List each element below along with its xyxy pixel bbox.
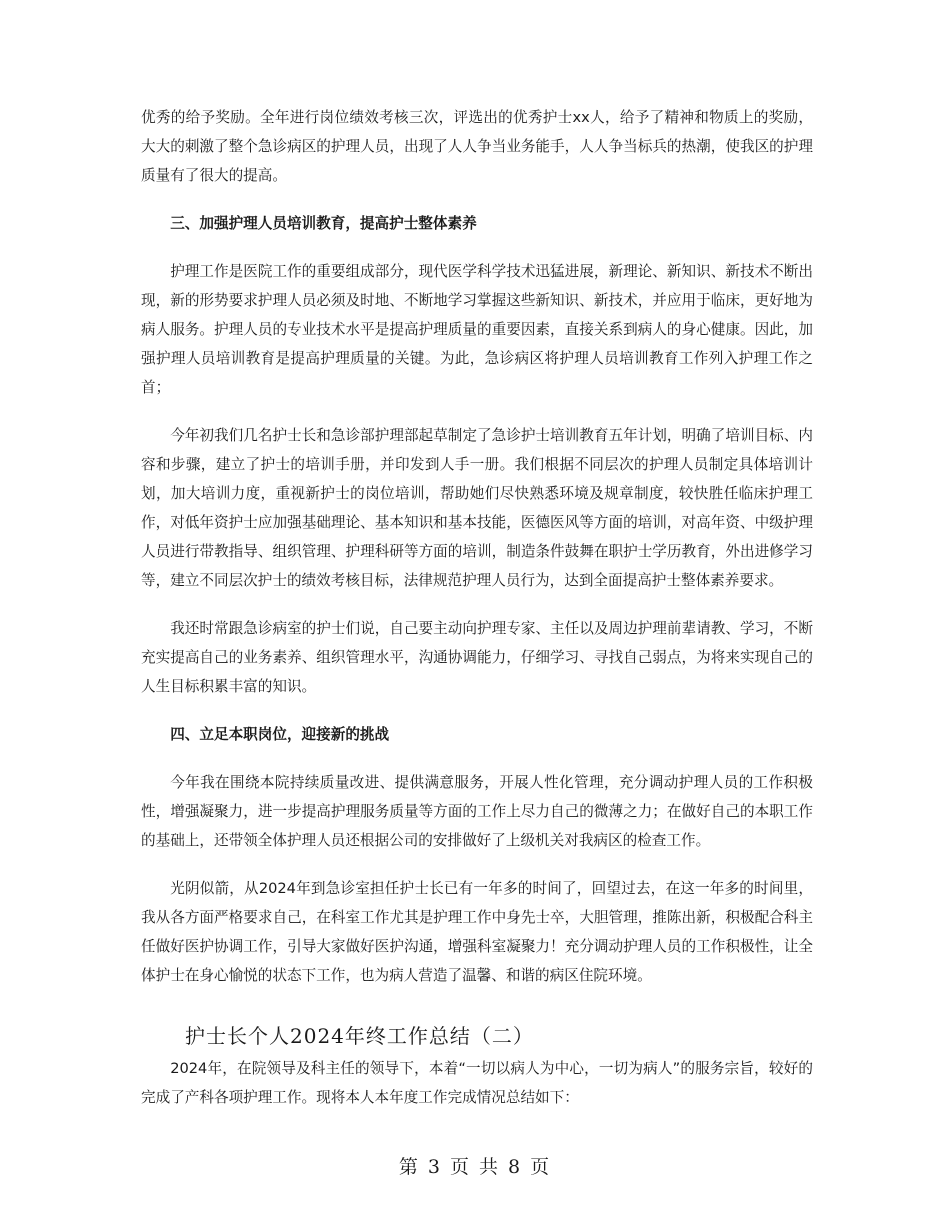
- intro-paragraph: 2024年，在院领导及科主任的领导下，本着“一切以病人为中心，一切为病人”的服务宗旨，较好的完成了产科各项护理工作。现将本人本年度工作完成情况总结如下：: [141, 1060, 813, 1106]
- paragraph-5: 今年我在围绕本院持续质量改进、提供满意服务，开展人性化管理，充分调动护理人员的工作积极性，增强凝聚力，进一步提高护理服务质量等方面的工作上尽力自己的微薄之力；在做好自己的本职工作的基础上，还带领全体护理人员还根据公司的安排做好了上级机关对我病区的检查工作。: [141, 774, 813, 849]
- paragraph-4: 我还时常跟急诊病室的护士们说，自己要主动向护理专家、主任以及周边护理前辈请教、学习，不断充实提高自己的业务素养、组织管理水平，沟通协调能力，仔细学习、寻找自己弱点，为将来实现自己的人生目标积累丰富的知识。: [141, 620, 813, 695]
- intro-block: [141, 1054, 813, 1112]
- page-footer: 第 3 页 共 8 页: [398, 1156, 552, 1178]
- paragraph-2: 护理工作是医院工作的重要组成部分，现代医学科学技术迅猛进展，新理论、新知识、新技术不断出现，新的形势要求护理人员必须及时地、不断地学习掌握这些新知识、新技术，并应用于临床，更好地为病人服务。护理人员的专业技术水平是提高护理质量的重要因素，直接关系到病人的身心健康。因此，加强护理人员培训教育是提高护理质量的关键。为此，急诊病区将护理人员培训教育工作列入护理工作之首；: [141, 263, 813, 396]
- heading-section-4: 四、立足本职岗位，迎接新的挑战: [170, 726, 390, 743]
- paragraph-6: 光阴似箭，从2024年到急诊室担任护士长已有一年多的时间了，回望过去，在这一年多的时间里，我从各方面严格要求自己，在科室工作尤其是护理工作中身先士卒，大胆管理，推陈出新，积极配合科主任做好医护协调工作，引导大家做好医护沟通，增强科室凝聚力！充分调动护理人员的工作积极性，让全体护士在身心愉悦的状态下工作，也为病人营造了温馨、和谐的病区住院环境。: [141, 880, 813, 984]
- paragraph-1: 优秀的给予奖励。全年进行岗位绩效考核三次，评选出的优秀护士xx人，给予了精神和物质上的奖励，大大的刺激了整个急诊病区的护理人员，出现了人人争当业务能手，人人争当标兵的热潮，使我区的护理质量有了很大的提高。: [141, 109, 813, 184]
- heading-section-3: 三、加强护理人员培训教育，提高护士整体素养: [170, 215, 477, 232]
- document-body: [141, 103, 813, 990]
- section-title: 护士长个人2024年终工作总结（二）: [185, 1024, 534, 1048]
- paragraph-3: 今年初我们几名护士长和急诊部护理部起草制定了急诊护士培训教育五年计划，明确了培训目标、内容和步骤，建立了护士的培训手册，并印发到人手一册。我们根据不同层次的护理人员制定具体培训计划，加大培训力度，重视新护士的岗位培训，帮助她们尽快熟悉环境及规章制度，较快胜任临床护理工作，对低年资护士应加强基础理论、基本知识和基本技能，医德医风等方面的培训，对高年资、中级护理人员进行带教指导、组织管理、护理科研等方面的培训，制造条件鼓舞在职护士学历教育，外出进修学习等，建立不同层次护士的绩效考核目标，法律规范护理人员行为，达到全面提高护士整体素养要求。: [141, 427, 813, 589]
